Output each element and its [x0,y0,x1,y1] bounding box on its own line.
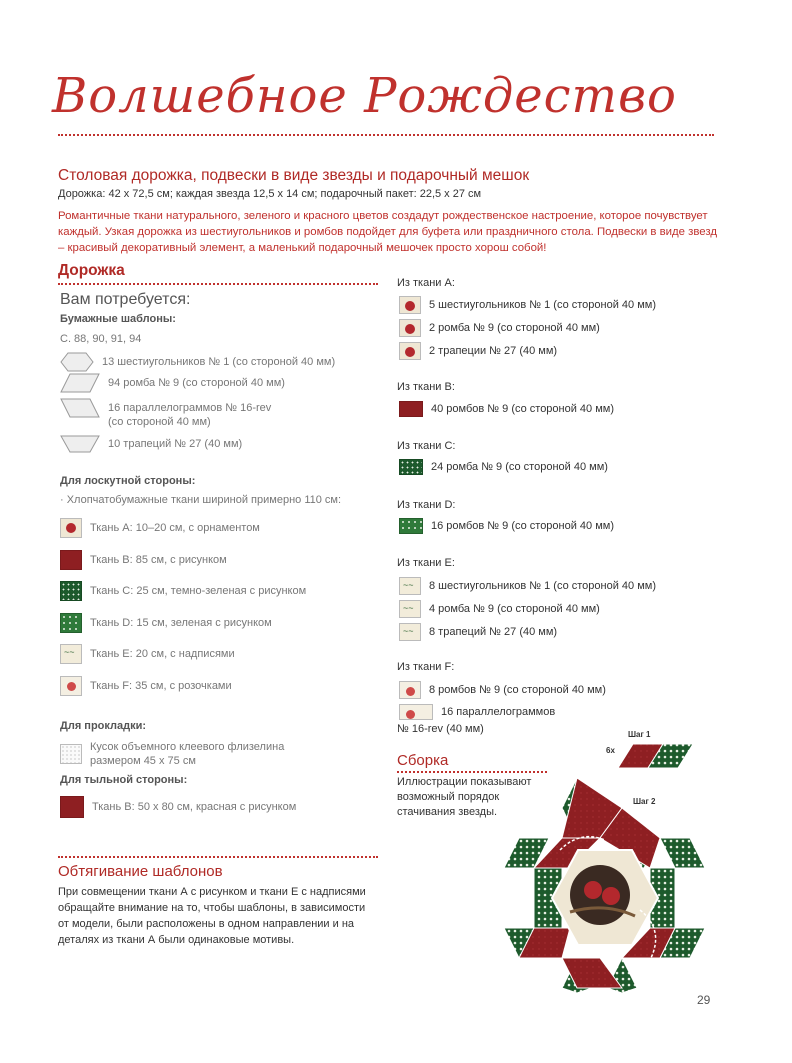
fabric-e-swatch [399,600,421,618]
template-item [60,373,285,393]
cut-item [399,319,600,337]
back-item [60,796,296,818]
fabric-b-swatch [399,401,423,417]
materials-heading: Вам потребуется: [60,291,191,308]
cut-item [399,577,656,595]
cover-heading: Обтягивание шаблонов [58,863,223,880]
fabric-text: Ткань С: 25 см, темно-зеленая с рисунком [90,585,307,597]
fabric-text: Ткань F: 35 см, с розочками [90,680,232,692]
cut-item [399,623,557,641]
section-divider [58,283,378,285]
times-label: 6x [606,746,615,755]
template-text: 10 трапеций № 27 (40 мм) [108,438,243,450]
parallelogram-icon [60,398,100,418]
back-text: Ткань В: 50 х 80 см, красная с рисунком [92,801,297,813]
fabric-text: Ткань В: 85 см, с рисунком [90,554,227,566]
fabric-a-swatch [399,296,421,314]
fabric-e-swatch [399,577,421,595]
group-title: Из ткани D: [397,499,456,511]
cut-text: 5 шестиугольников № 1 (со стороной 40 мм) [429,299,656,311]
cut-item [399,681,606,699]
fabric-d-swatch [399,518,423,534]
cut-text: 4 ромба № 9 (со стороной 40 мм) [429,603,600,615]
template-text: 94 ромба № 9 (со стороной 40 мм) [108,377,285,389]
group-title: Из ткани Е: [397,557,455,569]
cut-text: 40 ромбов № 9 (со стороной 40 мм) [431,403,615,415]
lining-text-continued: размером 45 х 75 см [90,755,196,767]
fabric-e-swatch [399,623,421,641]
section-title-runner: Дорожка [58,262,125,279]
assembly-heading: Сборка [397,752,449,769]
rhombus-icon [60,373,100,393]
section-divider [58,856,378,858]
page-number: 29 [697,993,711,1007]
fabric-c-swatch [399,459,423,475]
fabric-c-swatch [60,581,82,601]
template-text-continued: (со стороной 40 мм) [108,416,211,428]
patchwork-note: · Хлопчатобумажные ткани шириной примерно 110 см: [60,494,342,506]
cut-item [399,600,600,618]
fabric-item [60,550,227,570]
cut-item [399,342,557,360]
cut-text: 16 ромбов № 9 (со стороной 40 мм) [431,520,615,532]
cut-item [399,296,656,314]
fabric-item [60,581,306,601]
templates-pages: С. 88, 90, 91, 94 [60,333,142,345]
template-item [60,352,335,372]
step-1-label: Шаг 1 [628,730,651,739]
fabric-f-swatch [60,676,82,696]
size-info: Дорожка: 42 х 72,5 см; каждая звезда 12,5 х 14 см; подарочный пакет: 22,5 х 27 см [58,188,482,200]
template-text: 13 шестиугольников № 1 (со стороной 40 мм) [102,356,336,368]
fabric-f-swatch [399,704,433,720]
cut-item [399,518,614,534]
fabric-text: Ткань Е: 20 см, с надписями [90,648,235,660]
group-title: Из ткани В: [397,381,455,393]
fabric-a-swatch [399,319,421,337]
fabric-f-swatch [399,681,421,699]
fabric-b-swatch [60,550,82,570]
cut-text: 2 ромба № 9 (со стороной 40 мм) [429,322,600,334]
cut-text: 8 трапеций № 27 (40 мм) [429,626,558,638]
fabric-text: Ткань А: 10–20 см, с орнаментом [90,522,260,534]
cut-text: 24 ромба № 9 (со стороной 40 мм) [431,461,608,473]
fabric-d-swatch [60,613,82,633]
hexagon-icon [60,352,94,372]
lining-text: Кусок объемного клеевого флизелина [90,741,285,753]
group-title: Из ткани С: [397,440,456,452]
star-assembly-illustration [500,730,722,995]
fabric-a-swatch [399,342,421,360]
fabric-item [60,518,260,538]
cut-text-continued: № 16-rev (40 мм) [397,723,484,735]
cut-item [399,704,555,720]
group-title: Из ткани А: [397,277,455,289]
template-text: 16 параллелограммов № 16-rev [108,402,272,414]
fabric-b-swatch [60,796,84,818]
patchwork-heading: Для лоскутной стороны: [60,475,196,487]
fabric-item [60,644,235,664]
back-heading: Для тыльной стороны: [60,774,188,786]
assembly-text: Иллюстрации показывают возможный порядок стачивания звезды. [397,776,532,818]
title-divider [58,134,714,136]
group-title: Из ткани F: [397,661,455,673]
cover-text: При совмещении ткани А с рисунком и ткани Е с надписями обращайте внимание на то, чтобы шаблоны, в зависимости от модели, были расположены в одном направлении и на деталях из ткани А были одинаковые мотивы. [58,886,366,946]
cut-text: 16 параллелограммов [441,706,556,718]
fabric-text: Ткань D: 15 см, зеленая с рисунком [90,617,272,629]
fabric-item [60,676,232,696]
fabric-a-swatch [60,518,82,538]
cut-text: 2 трапеции № 27 (40 мм) [429,345,558,357]
intro-paragraph: Романтичные ткани натурального, зеленого и красного цветов создадут рождественское настроение, которое почувствует каждый. Узкая дорожка из шестиугольников и ромбов подойдет для буфета или праздничного стола. Подвески в виде звезд – красивый декоративный элемент, а маленький подарочный мешочек просто хорош собой! [58,210,717,254]
lining-item [60,740,284,768]
article-subtitle: Столовая дорожка, подвески в виде звезды и подарочный мешок [58,167,530,184]
fleece-swatch [60,744,82,764]
template-item [60,435,242,453]
cut-item [399,401,614,417]
lining-heading: Для прокладки: [60,720,147,732]
trapezoid-icon [60,435,100,453]
cut-text: 8 ромбов № 9 (со стороной 40 мм) [429,684,606,696]
templates-heading: Бумажные шаблоны: [60,313,176,325]
fabric-item [60,613,272,633]
step-2-label: Шаг 2 [633,797,656,806]
fabric-e-swatch [60,644,82,664]
template-item [60,398,271,418]
cut-item [399,459,608,475]
page-title: Волшебное Рождество [52,68,677,124]
cut-text: 8 шестиугольников № 1 (со стороной 40 мм) [429,580,656,592]
